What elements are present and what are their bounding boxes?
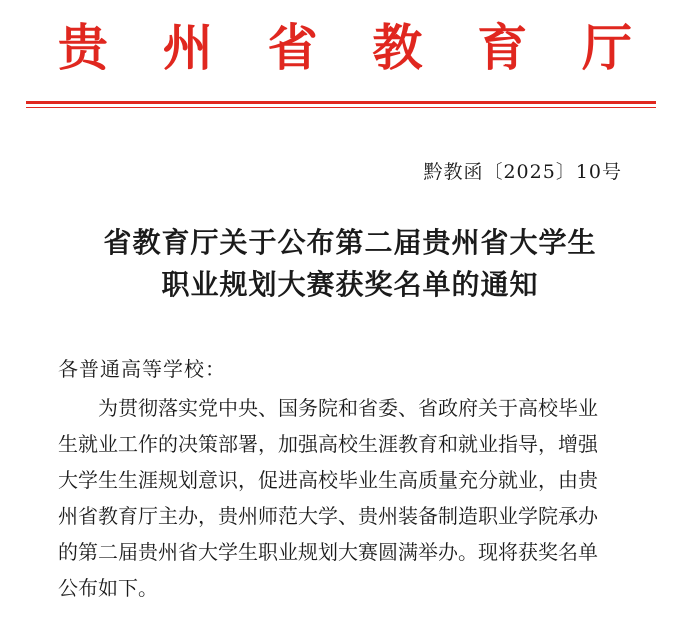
body-line: 大学生生涯规划意识，促进高校毕业生高质量充分就业，由贵	[58, 468, 598, 492]
organization-name	[58, 18, 632, 78]
letterhead-divider-thin	[26, 107, 656, 108]
body-line: 州省教育厅主办，贵州师范大学、贵州装备制造职业学院承办	[58, 504, 598, 528]
document-number: 黔教函〔2025〕10号	[423, 161, 622, 183]
org-char: 州	[162, 19, 213, 77]
org-char: 教	[372, 19, 423, 77]
document-title-line: 职业规划大赛获奖名单的通知	[161, 268, 539, 301]
letterhead-divider-thick	[26, 101, 656, 104]
body-line: 为贯彻落实党中央、国务院和省委、省政府关于高校毕业	[98, 396, 598, 420]
org-char: 省	[267, 19, 318, 77]
body-line: 生就业工作的决策部署，加强高校生涯教育和就业指导，增强	[58, 432, 598, 456]
body-line: 的第二届贵州省大学生职业规划大赛圆满举办。现将获奖名单	[58, 540, 598, 564]
org-char: 厅	[581, 19, 632, 77]
document-title-line: 省教育厅关于公布第二届贵州省大学生	[103, 226, 597, 259]
org-char: 贵	[58, 19, 108, 77]
letterhead	[0, 18, 700, 88]
org-char: 育	[477, 19, 528, 77]
salutation: 各普通高等学校：	[58, 357, 226, 381]
document-title	[0, 222, 700, 306]
body-paragraph	[58, 390, 658, 606]
body-line: 公布如下。	[58, 576, 158, 600]
